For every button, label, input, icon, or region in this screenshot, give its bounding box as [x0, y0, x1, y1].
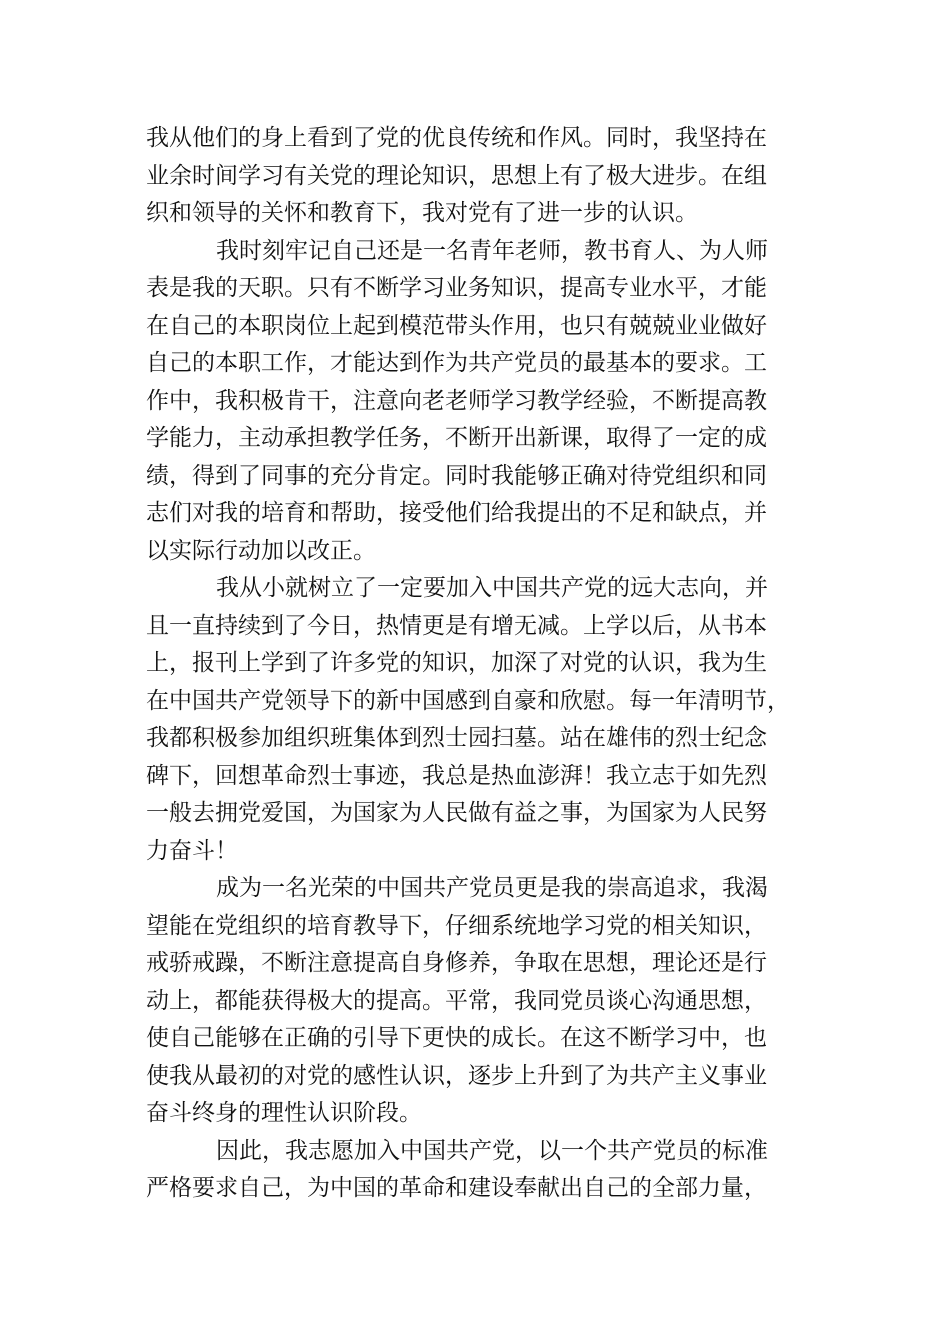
text-line: 在中国共产党领导下的新中国感到自豪和欣慰。每一年清明节， — [146, 687, 790, 714]
text-line: 我从他们的身上看到了党的优良传统和作风。同时，我坚持在 — [146, 125, 767, 151]
paragraph-1 — [146, 120, 806, 233]
text-line: 表是我的天职。只有不断学习业务知识，提高专业水平，才能 — [146, 275, 767, 301]
paragraph-2 — [146, 233, 806, 571]
text-line: 因此，我志愿加入中国共产党，以一个共产党员的标准 — [216, 1137, 768, 1164]
text-line: 奋斗终身的理性认识阶段。 — [146, 1100, 422, 1126]
text-line: 使自己能够在正确的引导下更快的成长。在这不断学习中，也 — [146, 1025, 767, 1051]
text-line: 严格要求自己，为中国的革命和建设奉献出自己的全部力量， — [146, 1175, 767, 1201]
paragraph-3 — [146, 570, 806, 870]
text-line: 以实际行动加以改正。 — [146, 537, 376, 564]
text-line: 使我从最初的对党的感性认识，逐步上升到了为共产主义事业 — [146, 1062, 767, 1089]
text-line: 动上，都能获得极大的提高。平常，我同党员谈心沟通思想， — [146, 987, 767, 1014]
text-line: 一般去拥党爱国，为国家为人民做有益之事，为国家为人民努 — [146, 800, 767, 826]
text-line: 作中，我积极肯干，注意向老老师学习教学经验，不断提高教 — [146, 387, 767, 414]
text-line: 戒骄戒躁，不断注意提高自身修养，争取在思想，理论还是行 — [146, 950, 767, 976]
text-line: 力奋斗！ — [146, 837, 238, 864]
paragraph-5 — [146, 1133, 806, 1208]
text-line: 志们对我的培育和帮助，接受他们给我提出的不足和缺点，并 — [146, 500, 767, 526]
text-line: 碑下，回想革命烈士事迹，我总是热血澎湃！我立志于如先烈 — [146, 762, 767, 789]
text-line: 我时刻牢记自己还是一名青年老师，教书育人、为人师 — [216, 237, 768, 264]
document-body — [146, 120, 806, 1208]
text-line: 望能在党组织的培育教导下，仔细系统地学习党的相关知识， — [146, 912, 767, 939]
text-line: 绩，得到了同事的充分肯定。同时我能够正确对待党组织和同 — [146, 462, 767, 489]
text-line: 且一直持续到了今日，热情更是有增无减。上学以后，从书本 — [146, 612, 767, 639]
text-line: 自己的本职工作，才能达到作为共产党员的最基本的要求。工 — [146, 350, 767, 376]
text-line: 我都积极参加组织班集体到烈士园扫墓。站在雄伟的烈士纪念 — [146, 725, 767, 751]
text-line: 我从小就树立了一定要加入中国共产党的远大志向，并 — [216, 575, 768, 601]
text-line: 上，报刊上学到了许多党的知识，加深了对党的认识，我为生 — [146, 650, 767, 676]
text-line: 业余时间学习有关党的理论知识，思想上有了极大进步。在组 — [146, 162, 767, 189]
text-line: 学能力，主动承担教学任务，不断开出新课，取得了一定的成 — [146, 425, 767, 451]
text-line: 织和领导的关怀和教育下，我对党有了进一步的认识。 — [146, 200, 698, 226]
text-line: 在自己的本职岗位上起到模范带头作用，也只有兢兢业业做好 — [146, 312, 767, 339]
paragraph-4 — [146, 870, 806, 1133]
text-line: 成为一名光荣的中国共产党员更是我的崇高追求，我渴 — [216, 875, 768, 901]
